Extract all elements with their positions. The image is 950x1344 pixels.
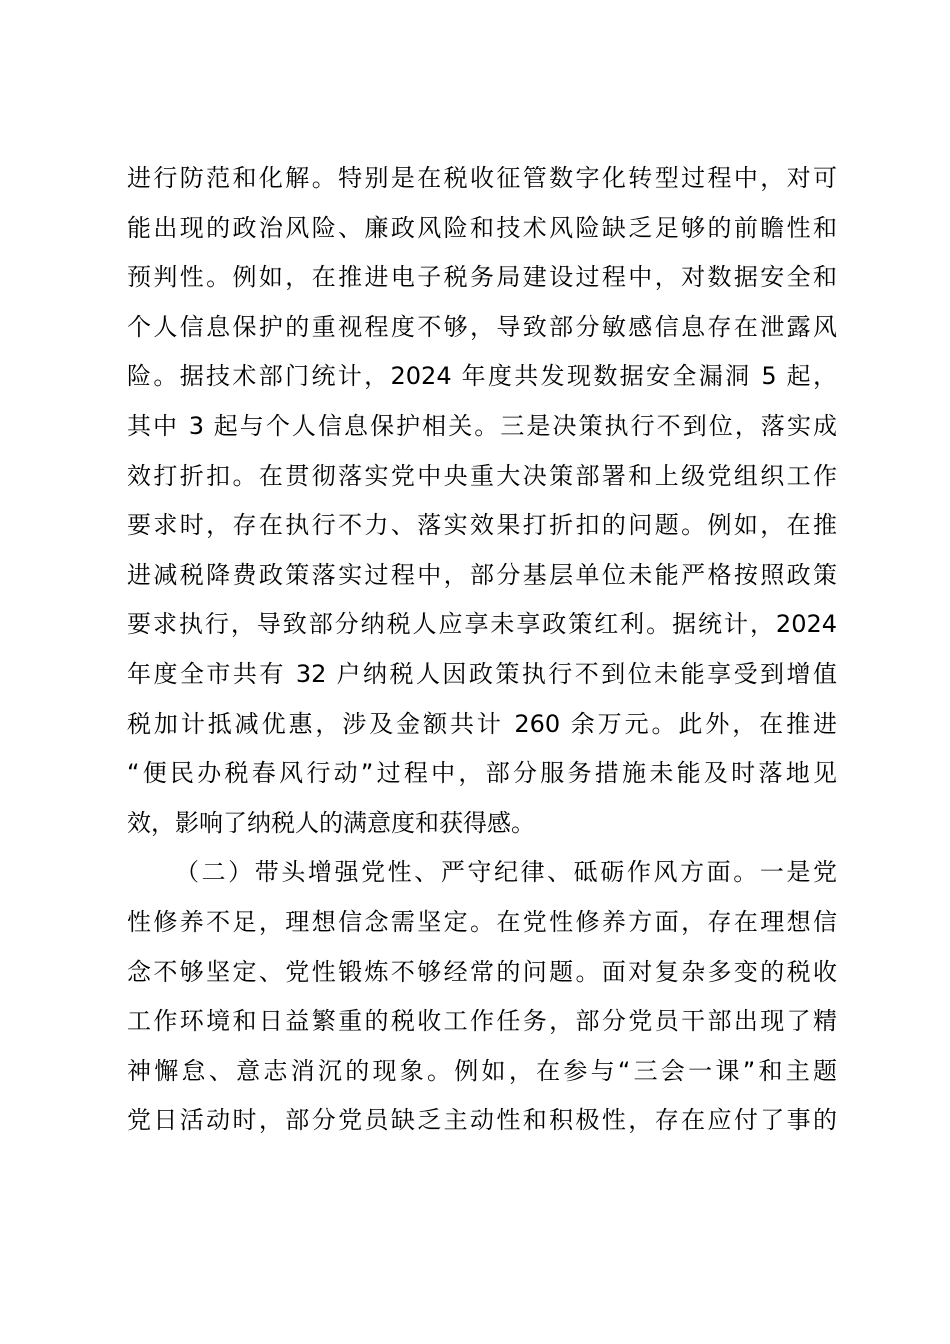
text-line: 要求时，存在执行不力、落实效果打折扣的问题。例如，在推 [127, 511, 837, 540]
text-line: 工作环境和日益繁重的税收工作任务，部分党员干部出现了精 [127, 1007, 837, 1036]
text-line: 险。据技术部门统计，2024 年度共发现数据安全漏洞 5 起， [127, 362, 837, 391]
text-line: 要求执行，导致部分纳税人应享未享政策红利。据统计，2024 [127, 610, 837, 639]
body-text [127, 154, 837, 1146]
text-line: “便民办税春风行动”过程中，部分服务措施未能及时落地见 [127, 759, 837, 788]
text-line: 年度全市共有 32 户纳税人因政策执行不到位未能享受到增值 [127, 659, 837, 688]
text-line: 进行防范和化解。特别是在税收征管数字化转型过程中，对可 [127, 164, 837, 192]
text-line: 预判性。例如，在推进电子税务局建设过程中，对数据安全和 [127, 263, 837, 292]
text-line: 性修养不足，理想信念需坚定。在党性修养方面，存在理想信 [127, 907, 837, 936]
section-heading-line: （二）带头增强党性、严守纪律、砥砺作风方面。一是党 [175, 858, 837, 887]
text-line: 党日活动时，部分党员缺乏主动性和积极性，存在应付了事的 [127, 1106, 837, 1135]
text-line: 税加计抵减优惠，涉及金额共计 260 余万元。此外，在推进 [127, 709, 837, 738]
text-line: 进减税降费政策落实过程中，部分基层单位未能严格按照政策 [127, 560, 837, 589]
text-line: 效打折扣。在贯彻落实党中央重大决策部署和上级党组织工作 [127, 461, 837, 490]
text-line: 效，影响了纳税人的满意度和获得感。 [127, 808, 535, 837]
text-line: 神懈怠、意志消沉的现象。例如，在参与“三会一课”和主题 [127, 1056, 837, 1085]
text-line: 能出现的政治风险、廉政风险和技术风险缺乏足够的前瞻性和 [127, 213, 837, 242]
text-line: 念不够坚定、党性锻炼不够经常的问题。面对复杂多变的税收 [127, 957, 837, 986]
text-line: 其中 3 起与个人信息保护相关。三是决策执行不到位，落实成 [127, 411, 837, 440]
text-line: 个人信息保护的重视程度不够，导致部分敏感信息存在泄露风 [127, 312, 837, 341]
